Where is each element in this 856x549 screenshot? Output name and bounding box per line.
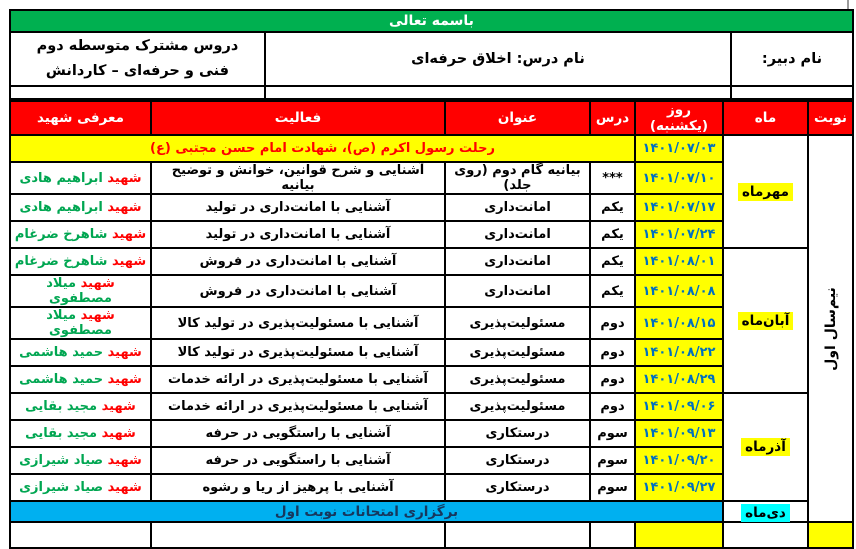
course-group-cell bbox=[10, 32, 265, 86]
empty-cell bbox=[635, 522, 723, 548]
martyr-name: حمید هاشمی bbox=[19, 372, 104, 387]
event-cell: رحلت رسول اکرم (ص)، شهادت امام حسن مجتبی (ع) bbox=[10, 135, 635, 162]
col-header-martyr: معرفی شهید bbox=[10, 101, 151, 135]
martyr-prefix: شهید bbox=[107, 200, 142, 215]
title-cell: امانت‌داری bbox=[445, 248, 590, 275]
table-row-exam bbox=[10, 501, 853, 522]
martyr-name: ابراهیم هادی bbox=[19, 170, 103, 186]
martyr-cell bbox=[10, 366, 151, 393]
martyr-prefix: شهید bbox=[80, 276, 115, 291]
col-header-title: عنوان bbox=[445, 101, 590, 135]
month-cell-azar bbox=[723, 393, 808, 501]
empty-cell bbox=[265, 86, 731, 99]
month-label-aban: آبان‌ماه bbox=[738, 312, 794, 330]
martyr-name: ابراهیم هادی bbox=[19, 200, 103, 215]
date-cell: ۱۴۰۱/۰۹/۰۶ bbox=[635, 393, 723, 420]
empty-cell bbox=[731, 86, 853, 99]
empty-cell bbox=[723, 522, 808, 548]
martyr-cell bbox=[10, 221, 151, 248]
martyr-prefix: شهید bbox=[101, 399, 136, 414]
date-cell: ۱۴۰۱/۰۸/۰۱ bbox=[635, 248, 723, 275]
date-cell: ۱۴۰۱/۰۷/۱۷ bbox=[635, 194, 723, 221]
col-header-month: ماه bbox=[723, 101, 808, 135]
martyr-name: میلاد مصطفوی bbox=[46, 308, 112, 338]
table-row-event bbox=[10, 135, 853, 162]
date-cell: ۱۴۰۱/۰۹/۲۰ bbox=[635, 447, 723, 474]
document-header-table bbox=[9, 9, 854, 100]
martyr-name: مجید بقایی bbox=[25, 399, 98, 414]
title-cell: مسئولیت‌پذیری bbox=[445, 307, 590, 339]
lesson-cell: دوم bbox=[590, 307, 635, 339]
semester-label: نیم‌سال اول bbox=[822, 286, 839, 371]
martyr-name: مجید بقایی bbox=[25, 426, 98, 441]
martyr-prefix: شهید bbox=[101, 426, 136, 441]
martyr-cell bbox=[10, 248, 151, 275]
martyr-prefix: شهید bbox=[107, 372, 142, 387]
col-header-activity: فعالیت bbox=[151, 101, 445, 135]
activity-cell: آشنایی با امانت‌داری در فروش bbox=[151, 248, 445, 275]
martyr-prefix: شهید bbox=[107, 480, 142, 495]
table-row-partial bbox=[10, 522, 853, 548]
activity-cell: آشنایی با امانت‌داری در تولید bbox=[151, 221, 445, 248]
month-cell-dey bbox=[723, 501, 808, 522]
empty-cell bbox=[590, 522, 635, 548]
martyr-cell bbox=[10, 162, 151, 194]
title-cell: درستکاری bbox=[445, 474, 590, 501]
activity-cell: آشنایی با مسئولیت‌پذیری در ارائه خدمات bbox=[151, 366, 445, 393]
title-cell: امانت‌داری bbox=[445, 194, 590, 221]
activity-cell: آشنایی با مسئولیت‌پذیری در تولید کالا bbox=[151, 307, 445, 339]
semester-cell bbox=[808, 135, 853, 522]
teacher-name-cell: نام دبیر: bbox=[731, 32, 853, 86]
martyr-name: میلاد مصطفوی bbox=[46, 276, 112, 306]
martyr-prefix: شهید bbox=[111, 254, 147, 269]
martyr-cell bbox=[10, 474, 151, 501]
martyr-cell bbox=[10, 447, 151, 474]
title-cell: مسئولیت‌پذیری bbox=[445, 366, 590, 393]
activity-cell: آشنایی با امانت‌داری در تولید bbox=[151, 194, 445, 221]
title-cell: امانت‌داری bbox=[445, 221, 590, 248]
month-label-dey: دی‌ماه bbox=[741, 504, 790, 522]
title-cell: بیانیه گام دوم (روی جلد) bbox=[445, 162, 590, 194]
date-cell: ۱۴۰۱/۰۸/۰۸ bbox=[635, 275, 723, 307]
martyr-prefix: شهید bbox=[107, 170, 142, 186]
activity-cell: آشنایی با امانت‌داری در فروش bbox=[151, 275, 445, 307]
lesson-cell: دوم bbox=[590, 393, 635, 420]
date-cell: ۱۴۰۱/۰۸/۱۵ bbox=[635, 307, 723, 339]
martyr-cell bbox=[10, 194, 151, 221]
month-cell-aban bbox=[723, 248, 808, 393]
lesson-cell: دوم bbox=[590, 339, 635, 366]
gridline-remnant bbox=[847, 0, 849, 9]
date-cell: ۱۴۰۱/۰۷/۰۳ bbox=[635, 135, 723, 162]
lesson-cell: یکم bbox=[590, 275, 635, 307]
martyr-name: صیاد شیرازی bbox=[19, 480, 104, 495]
title-cell: مسئولیت‌پذیری bbox=[445, 393, 590, 420]
martyr-cell bbox=[10, 307, 151, 339]
bismillah-banner: باسمه تعالی bbox=[10, 10, 853, 32]
title-cell: مسئولیت‌پذیری bbox=[445, 339, 590, 366]
title-cell: امانت‌داری bbox=[445, 275, 590, 307]
martyr-cell bbox=[10, 420, 151, 447]
lesson-cell: *** bbox=[590, 162, 635, 194]
exam-cell: برگزاری امتحانات نوبت اول bbox=[10, 501, 723, 522]
empty-cell bbox=[151, 522, 445, 548]
course-group-line1: دروس مشترک متوسطه دوم bbox=[36, 38, 239, 54]
activity-cell: آشنایی با مسئولیت‌پذیری در تولید کالا bbox=[151, 339, 445, 366]
schedule-table bbox=[9, 100, 854, 549]
date-cell: ۱۴۰۱/۰۷/۱۰ bbox=[635, 162, 723, 194]
martyr-name: شاهرخ ضرغام bbox=[14, 254, 108, 269]
lesson-cell: یکم bbox=[590, 221, 635, 248]
martyr-prefix: شهید bbox=[111, 227, 147, 242]
martyr-prefix: شهید bbox=[80, 308, 115, 323]
col-header-day: روز (یکشنبه) bbox=[635, 101, 723, 135]
lesson-cell: دوم bbox=[590, 366, 635, 393]
title-cell: درستکاری bbox=[445, 447, 590, 474]
col-header-term: نوبت bbox=[808, 101, 853, 135]
activity-cell: آشنایی با پرهیز از ریا و رشوه bbox=[151, 474, 445, 501]
martyr-cell bbox=[10, 275, 151, 307]
martyr-name: شاهرخ ضرغام bbox=[14, 227, 108, 242]
date-cell: ۱۴۰۱/۰۸/۲۲ bbox=[635, 339, 723, 366]
month-label-azar: آذرماه bbox=[741, 438, 790, 456]
activity-cell: آشنایی و شرح قوانین، خوانش و توضیح بیانیه bbox=[151, 162, 445, 194]
martyr-cell bbox=[10, 339, 151, 366]
course-group-line2: فنی و حرفه‌ای – کاردانش bbox=[45, 63, 230, 79]
empty-cell bbox=[10, 86, 265, 99]
lesson-cell: سوم bbox=[590, 447, 635, 474]
month-label-mehr: مهرماه bbox=[738, 183, 793, 201]
martyr-prefix: شهید bbox=[107, 453, 142, 468]
lesson-cell: یکم bbox=[590, 194, 635, 221]
martyr-prefix: شهید bbox=[107, 345, 142, 360]
course-name-cell: نام درس: اخلاق حرفه‌ای bbox=[265, 32, 731, 86]
lesson-cell: سوم bbox=[590, 474, 635, 501]
martyr-name: صیاد شیرازی bbox=[19, 453, 104, 468]
empty-cell bbox=[445, 522, 590, 548]
date-cell: ۱۴۰۱/۰۹/۱۳ bbox=[635, 420, 723, 447]
activity-cell: آشنایی با مسئولیت‌پذیری در ارائه خدمات bbox=[151, 393, 445, 420]
date-cell: ۱۴۰۱/۰۹/۲۷ bbox=[635, 474, 723, 501]
table-header-row bbox=[10, 101, 853, 135]
empty-cell bbox=[10, 522, 151, 548]
col-header-lesson: درس bbox=[590, 101, 635, 135]
lesson-cell: یکم bbox=[590, 248, 635, 275]
martyr-cell bbox=[10, 393, 151, 420]
title-cell: درستکاری bbox=[445, 420, 590, 447]
table-row bbox=[10, 393, 853, 420]
date-cell: ۱۴۰۱/۰۸/۲۹ bbox=[635, 366, 723, 393]
month-cell-mehr bbox=[723, 135, 808, 248]
lesson-cell: سوم bbox=[590, 420, 635, 447]
table-row bbox=[10, 248, 853, 275]
date-cell: ۱۴۰۱/۰۷/۲۴ bbox=[635, 221, 723, 248]
martyr-name: حمید هاشمی bbox=[19, 345, 104, 360]
activity-cell: آشنایی با راستگویی در حرفه bbox=[151, 447, 445, 474]
empty-cell bbox=[808, 522, 853, 548]
activity-cell: آشنایی با راستگویی در حرفه bbox=[151, 420, 445, 447]
